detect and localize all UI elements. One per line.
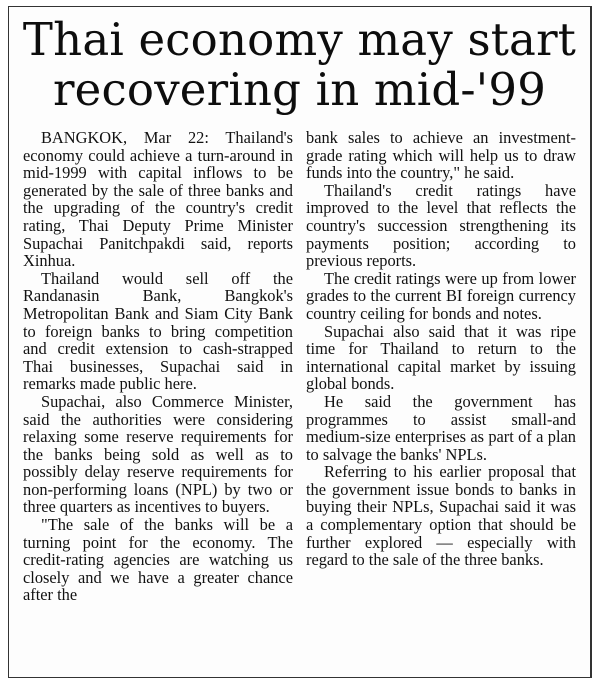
- paragraph: BANGKOK, Mar 22: Thailand's economy could achieve a turn-around in mid-1999 with capital inflows to be generated by the sale of three banks and the upgrading of the country's credit rating, Thai Deputy Prime Minister Supachai Panitchpakdi said, reports Xinhua.: [23, 129, 293, 271]
- paragraph: The credit ratings were up from lower grades to the current BI foreign currency country ceiling for bonds and notes.: [306, 268, 576, 323]
- paragraph: Thailand's credit ratings have improved to the level that reflects the country's succession strengthening its payments position; according to previous reports.: [306, 180, 576, 271]
- paragraph: Referring to his earlier proposal that the government issue bonds to banks in buying their NPLs, Supachai said it was a complementary option that should be further explored — especially with regard to the sale of the three banks.: [306, 462, 576, 570]
- paragraph: He said the government has programmes to assist small-and medium-size enterprises as part of a plan to salvage the banks' NPLs.: [306, 391, 576, 464]
- newspaper-clipping: [8, 6, 592, 678]
- paragraph: Supachai, also Commerce Minister, said the authorities were considering relaxing some reserve requirements for the banks being sold as well as to possibly delay reserve requirements for non-performing loans (NPL) by two or three quarters as incentives to buyers.: [23, 391, 293, 517]
- article-headline: [9, 7, 590, 115]
- column-left: [23, 129, 293, 673]
- paragraph: Supachai also said that it was ripe time for Thailand to return to the international capital market by issuing global bonds.: [306, 321, 576, 394]
- headline-line-1: Thai economy may start: [22, 13, 577, 66]
- column-right: [306, 129, 576, 673]
- paragraph-continued: bank sales to achieve an investment-grade rating which will help us to draw funds into the country," he said.: [306, 129, 576, 183]
- paragraph: Thailand would sell off the Randanasin Bank, Bangkok's Metropolitan Bank and Siam City Bank to foreign banks to bring competition and credit extension to cash-strapped Thai businesses, Supachai said in remarks made public here.: [23, 268, 293, 394]
- paragraph: "The sale of the banks will be a turning point for the economy. The credit-rating agencies are watching us closely and we have a greater chance after the: [23, 515, 293, 605]
- headline-line-2: recovering in mid-'99: [52, 63, 547, 116]
- article-body: [23, 129, 576, 673]
